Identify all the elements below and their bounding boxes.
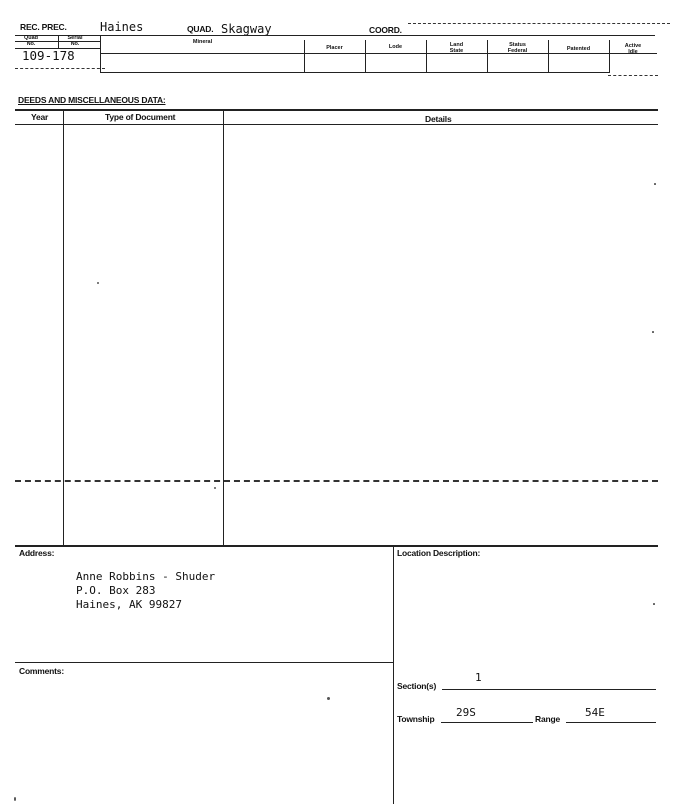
header-bottom-rule-2 (100, 72, 610, 73)
lower-center-vline (393, 546, 394, 804)
section-label: Section(s) (397, 681, 437, 691)
quad-serial-value: 109-178 (22, 48, 75, 63)
col-mineral: Mineral (192, 39, 213, 45)
range-underline (566, 722, 656, 723)
header-bottom-rule-3 (608, 75, 658, 76)
address-label: Address: (19, 548, 55, 558)
deeds-header-rule (15, 124, 658, 125)
township-value: 29S (456, 706, 476, 719)
scan-speck (652, 331, 654, 333)
comments-label: Comments: (19, 666, 64, 676)
scan-speck (653, 603, 655, 605)
scan-speck (14, 797, 16, 801)
quad-label: QUAD. (187, 24, 214, 34)
header-vline-g (548, 40, 549, 73)
deeds-top-rule (15, 109, 658, 111)
col-serial-no: Serial No. (67, 35, 83, 47)
quad-value: Skagway (221, 22, 272, 36)
header-vline-e (426, 40, 427, 73)
header-vline-b (100, 35, 101, 72)
header-vline-a (58, 35, 59, 48)
rec-prec-label: REC. PREC. (20, 22, 67, 32)
address-line-1: Anne Robbins - Shuder (76, 570, 216, 583)
location-description-label: Location Description: (397, 548, 481, 558)
col-patented: Patented (566, 46, 591, 52)
deeds-bottom-rule (15, 545, 658, 547)
range-value: 54E (585, 706, 605, 719)
scan-speck (654, 183, 656, 185)
header-rule-4 (100, 53, 657, 54)
header-bottom-rule (15, 68, 105, 69)
col-active-idle: Active Idle (624, 43, 642, 55)
col-lode: Lode (388, 44, 403, 50)
address-line-3: Haines, AK 99827 (76, 598, 182, 611)
col-type-of-document: Type of Document (105, 112, 176, 122)
header-rule-1 (15, 35, 655, 36)
header-vline-d (365, 40, 366, 73)
coord-label: COORD. (369, 25, 402, 35)
range-label: Range (535, 714, 560, 724)
deeds-dashed-rule (15, 480, 658, 482)
col-placer: Placer (326, 45, 343, 51)
header-vline-c (304, 40, 305, 73)
scan-speck (214, 487, 216, 489)
col-status-federal: Status Federal (507, 42, 528, 54)
section-value: 1 (475, 671, 482, 684)
col-year: Year (31, 112, 49, 122)
comments-top-rule (15, 662, 393, 663)
scan-speck (97, 282, 99, 284)
township-label: Township (397, 714, 435, 724)
col-details: Details (425, 114, 452, 124)
section-underline (442, 689, 656, 690)
township-underline (441, 722, 533, 723)
col-quad-no: Quad No. (23, 35, 39, 47)
header-top-rule (408, 23, 670, 24)
header-vline-h (609, 40, 610, 73)
rec-prec-value: Haines (100, 20, 144, 34)
deeds-title: DEEDS AND MISCELLANEOUS DATA: (18, 95, 166, 105)
address-line-2: P.O. Box 283 (76, 584, 156, 597)
scan-speck (327, 697, 330, 700)
col-land-state: Land State (449, 42, 464, 54)
header-vline-f (487, 40, 488, 73)
